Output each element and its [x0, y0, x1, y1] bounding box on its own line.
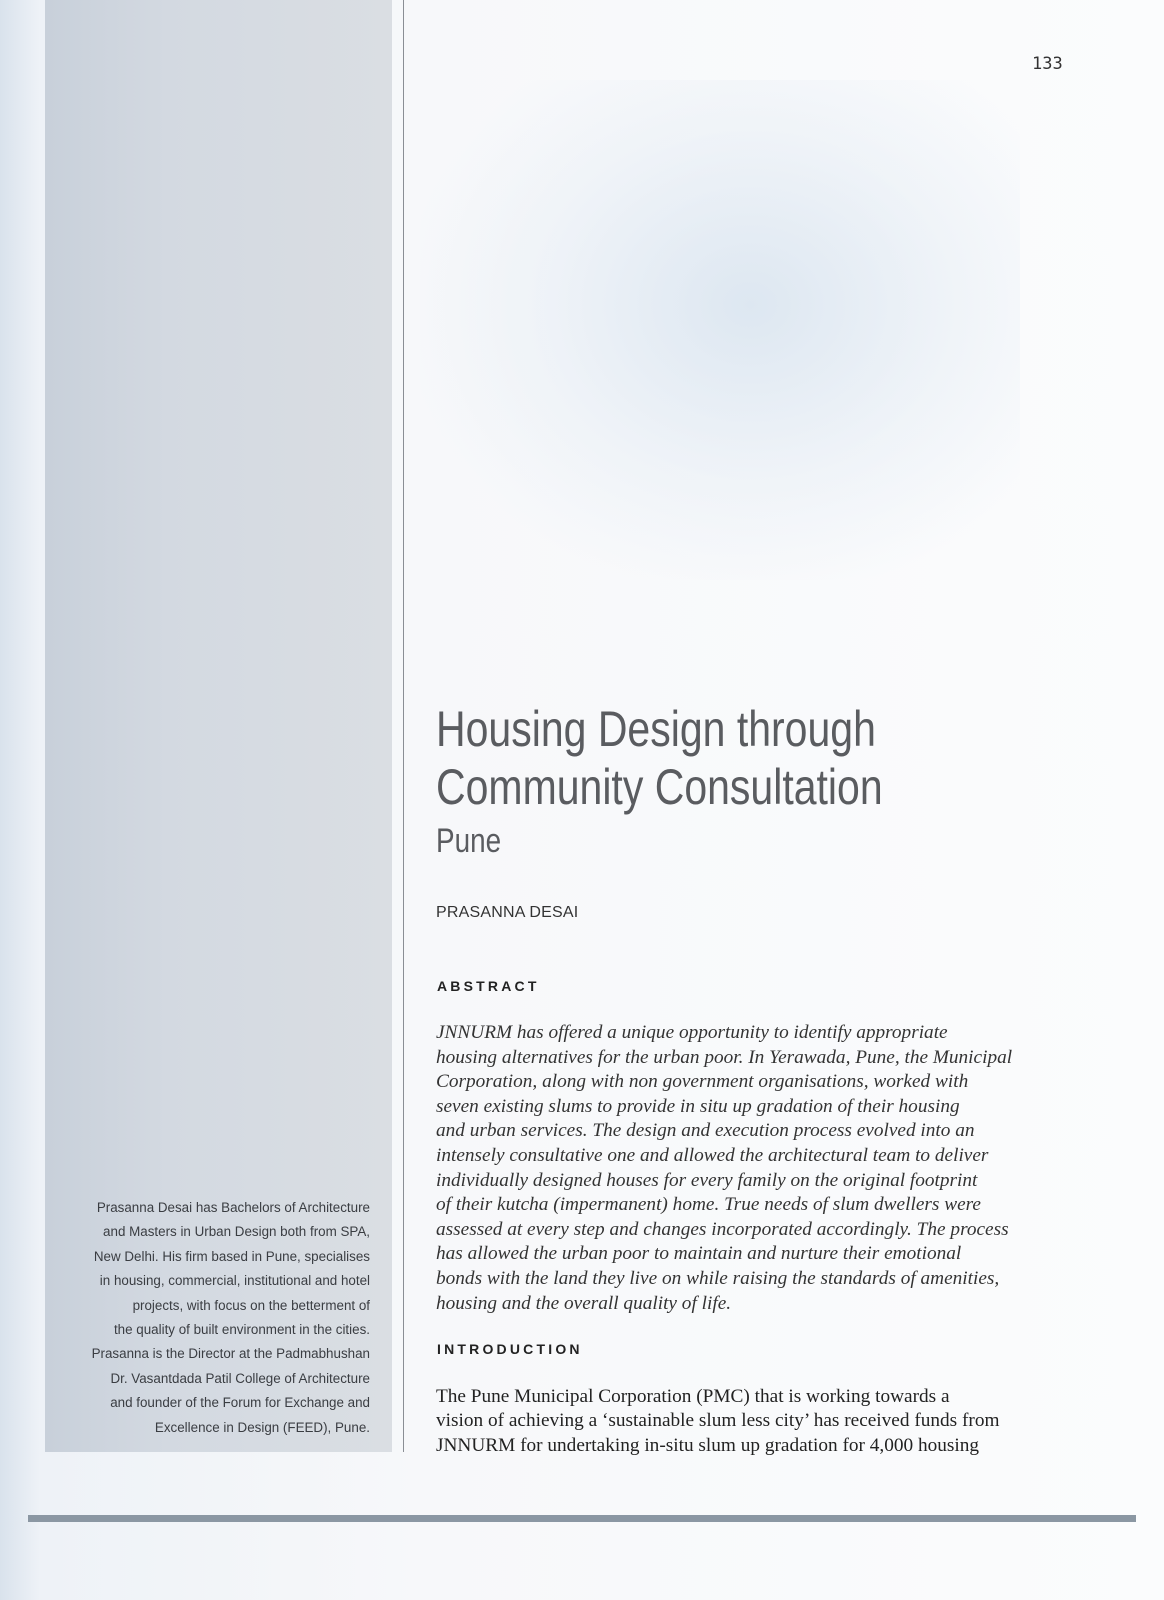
bio-line: Prasanna Desai has Bachelors of Architecture: [96, 1200, 370, 1215]
author-name: PRASANNA DESAI: [436, 904, 579, 921]
abstract-line: housing and the overall quality of life.: [436, 1292, 732, 1314]
introduction-text: [436, 1385, 999, 1458]
abstract-text: [436, 1021, 1012, 1316]
abstract-line: JNNURM has offered a unique opportunity to identify appropriate: [436, 1022, 948, 1043]
bio-line: in housing, commercial, institutional and hotel: [99, 1273, 370, 1289]
abstract-line: has allowed the urban poor to maintain and nurture their emotional: [436, 1243, 962, 1265]
title-line: Housing Design through: [436, 701, 876, 757]
background-haze: [420, 80, 1020, 580]
bio-line: Dr. Vasantdada Patil College of Architecture: [110, 1370, 370, 1386]
title-line: Community Consultation: [436, 759, 883, 815]
bio-line: projects, with focus on the betterment of: [132, 1297, 370, 1313]
bio-line: Excellence in Design (FEED), Pune.: [154, 1419, 370, 1435]
abstract-line: Corporation, along with non government organisations, worked with: [436, 1071, 969, 1093]
bio-line: and Masters in Urban Design both from SPA,: [103, 1224, 370, 1240]
bio-line: and founder of the Forum for Exchange and: [110, 1395, 370, 1411]
abstract-line: assessed at every step and changes incorporated accordingly. The process: [436, 1218, 1009, 1240]
intro-line: The Pune Municipal Corporation (PMC) that is working towards a: [436, 1386, 950, 1407]
bio-line: the quality of built environment in the cities.: [113, 1322, 370, 1338]
intro-line: JNNURM for undertaking in-situ slum up gradation for 4,000 housing: [436, 1434, 980, 1456]
abstract-line: and urban services. The design and execution process evolved into an: [436, 1120, 975, 1142]
abstract-line: housing alternatives for the urban poor. In Yerawada, Pune, the Municipal: [436, 1046, 1013, 1068]
abstract-line: individually designed houses for every family on the original footprint: [436, 1169, 978, 1191]
bio-line: Prasanna is the Director at the Padmabhushan: [91, 1346, 370, 1362]
intro-line: vision of achieving a ‘sustainable slum less city’ has received funds from: [436, 1410, 1000, 1432]
article-title: [436, 700, 883, 816]
abstract-line: intensely consultative one and allowed the architectural team to deliver: [436, 1144, 989, 1166]
abstract-line: seven existing slums to provide in situ up gradation of their housing: [436, 1095, 960, 1117]
abstract-heading: ABSTRACT: [437, 978, 540, 994]
article-subtitle: Pune: [436, 822, 502, 860]
abstract-line: of their kutcha (impermanent) home. True needs of slum dwellers were: [436, 1194, 981, 1216]
column-divider: [403, 0, 404, 1452]
footer-rule: [28, 1515, 1136, 1522]
bio-line: New Delhi. His firm based in Pune, specialises: [93, 1248, 370, 1264]
page-number: 133: [1032, 54, 1063, 74]
introduction-heading: INTRODUCTION: [437, 1341, 583, 1357]
abstract-line: bonds with the land they live on while raising the standards of amenities,: [436, 1267, 1000, 1289]
author-bio: [92, 1196, 370, 1440]
